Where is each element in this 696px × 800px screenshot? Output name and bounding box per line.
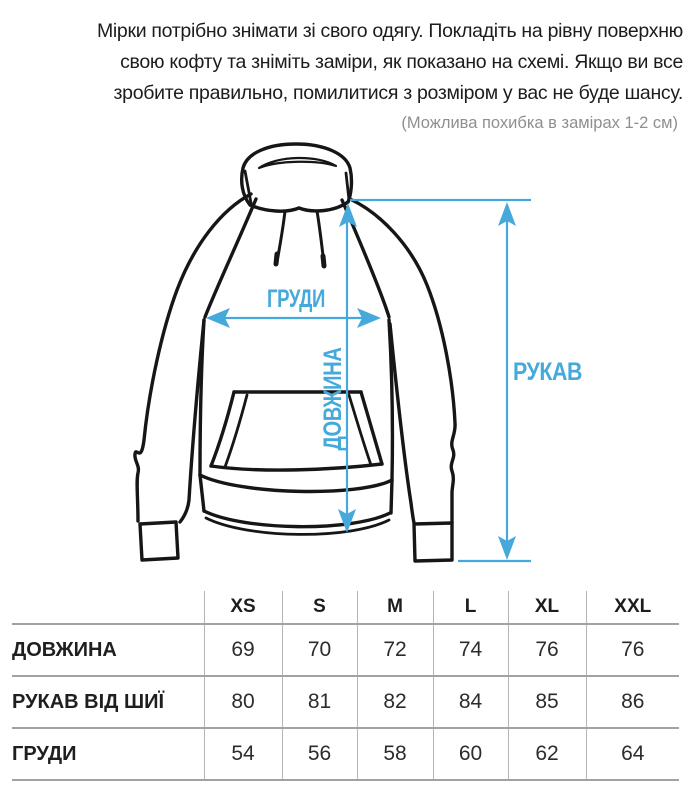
intro-line-2: свою кофту та зніміть заміри, як показано на схемі. Якщо ви все (120, 51, 683, 73)
table-cell: 64 (586, 728, 679, 780)
intro-line-1: Мірки потрібно знімати зі свого одягу. Покладіть на рівну поверхню (96, 20, 683, 42)
hood-collar (250, 202, 348, 211)
size-column-header: L (433, 591, 508, 624)
table-cell: 72 (357, 624, 433, 676)
table-cell: 84 (433, 676, 508, 728)
table-cell: 76 (508, 624, 586, 676)
pocket-bottom (211, 464, 382, 470)
table-cell: 56 (282, 728, 357, 780)
table-row (12, 624, 679, 676)
table-row (12, 728, 679, 780)
waistband-bottom (204, 511, 390, 527)
size-column-header: XXL (586, 591, 679, 624)
table-cell: 76 (586, 624, 679, 676)
cuff-left (140, 522, 178, 560)
tolerance-note: (Можлива похибка в замірах 1-2 см) (401, 114, 678, 132)
hoodie-diagram-svg (0, 139, 696, 591)
row-label-sleeve: РУКАВ ВІД ШИЇ (12, 676, 204, 728)
measurements (206, 200, 582, 561)
hoodie-outline (135, 144, 455, 561)
table-cell: 82 (357, 676, 433, 728)
row-label-chest: ГРУДИ (12, 728, 204, 780)
pocket-right-inner (349, 395, 371, 465)
table-cell: 70 (282, 624, 357, 676)
pocket-left-inner (225, 395, 247, 467)
measurement-diagram (0, 139, 696, 591)
drawstring-right-tip (323, 256, 324, 266)
table-cell: 81 (282, 676, 357, 728)
sleeve-measure-label: РУКАВ (513, 358, 582, 386)
row-label-length: ДОВЖИНА (12, 624, 204, 676)
waistband-left-edge (200, 475, 204, 511)
table-cell: 85 (508, 676, 586, 728)
intro-paragraph (0, 0, 696, 109)
table-cell: 60 (433, 728, 508, 780)
length-measure-label: ДОВЖИНА (319, 322, 347, 451)
raglan-seam-left (205, 199, 256, 317)
sleeve-right-outer (350, 199, 455, 523)
table-cell: 74 (433, 624, 508, 676)
hood-collar-right-seam (346, 173, 349, 200)
hood (242, 144, 352, 205)
waistband-right-edge (391, 480, 392, 513)
table-cell: 62 (508, 728, 586, 780)
table-row (12, 676, 679, 728)
size-column-header: M (357, 591, 433, 624)
size-table (12, 591, 679, 781)
chest-measure-label: ГРУДИ (267, 285, 325, 313)
size-table-corner-cell (12, 591, 204, 624)
cuff-right (414, 523, 452, 561)
table-cell: 58 (357, 728, 433, 780)
intro-line-3: зробите правильно, помилитися з розміром у вас не буде шансу. (113, 82, 683, 104)
table-cell: 54 (204, 728, 282, 780)
table-cell: 69 (204, 624, 282, 676)
table-cell: 86 (586, 676, 679, 728)
table-cell: 80 (204, 676, 282, 728)
size-column-header: S (282, 591, 357, 624)
size-column-header: XL (508, 591, 586, 624)
drawstring-left-tip (276, 254, 277, 264)
sleeve-left-outer (135, 194, 251, 521)
waistband-top (200, 475, 392, 491)
size-column-header: XS (204, 591, 282, 624)
size-table-header-row (12, 591, 679, 624)
pocket-right-outer (361, 392, 382, 464)
hood-opening (259, 158, 336, 168)
